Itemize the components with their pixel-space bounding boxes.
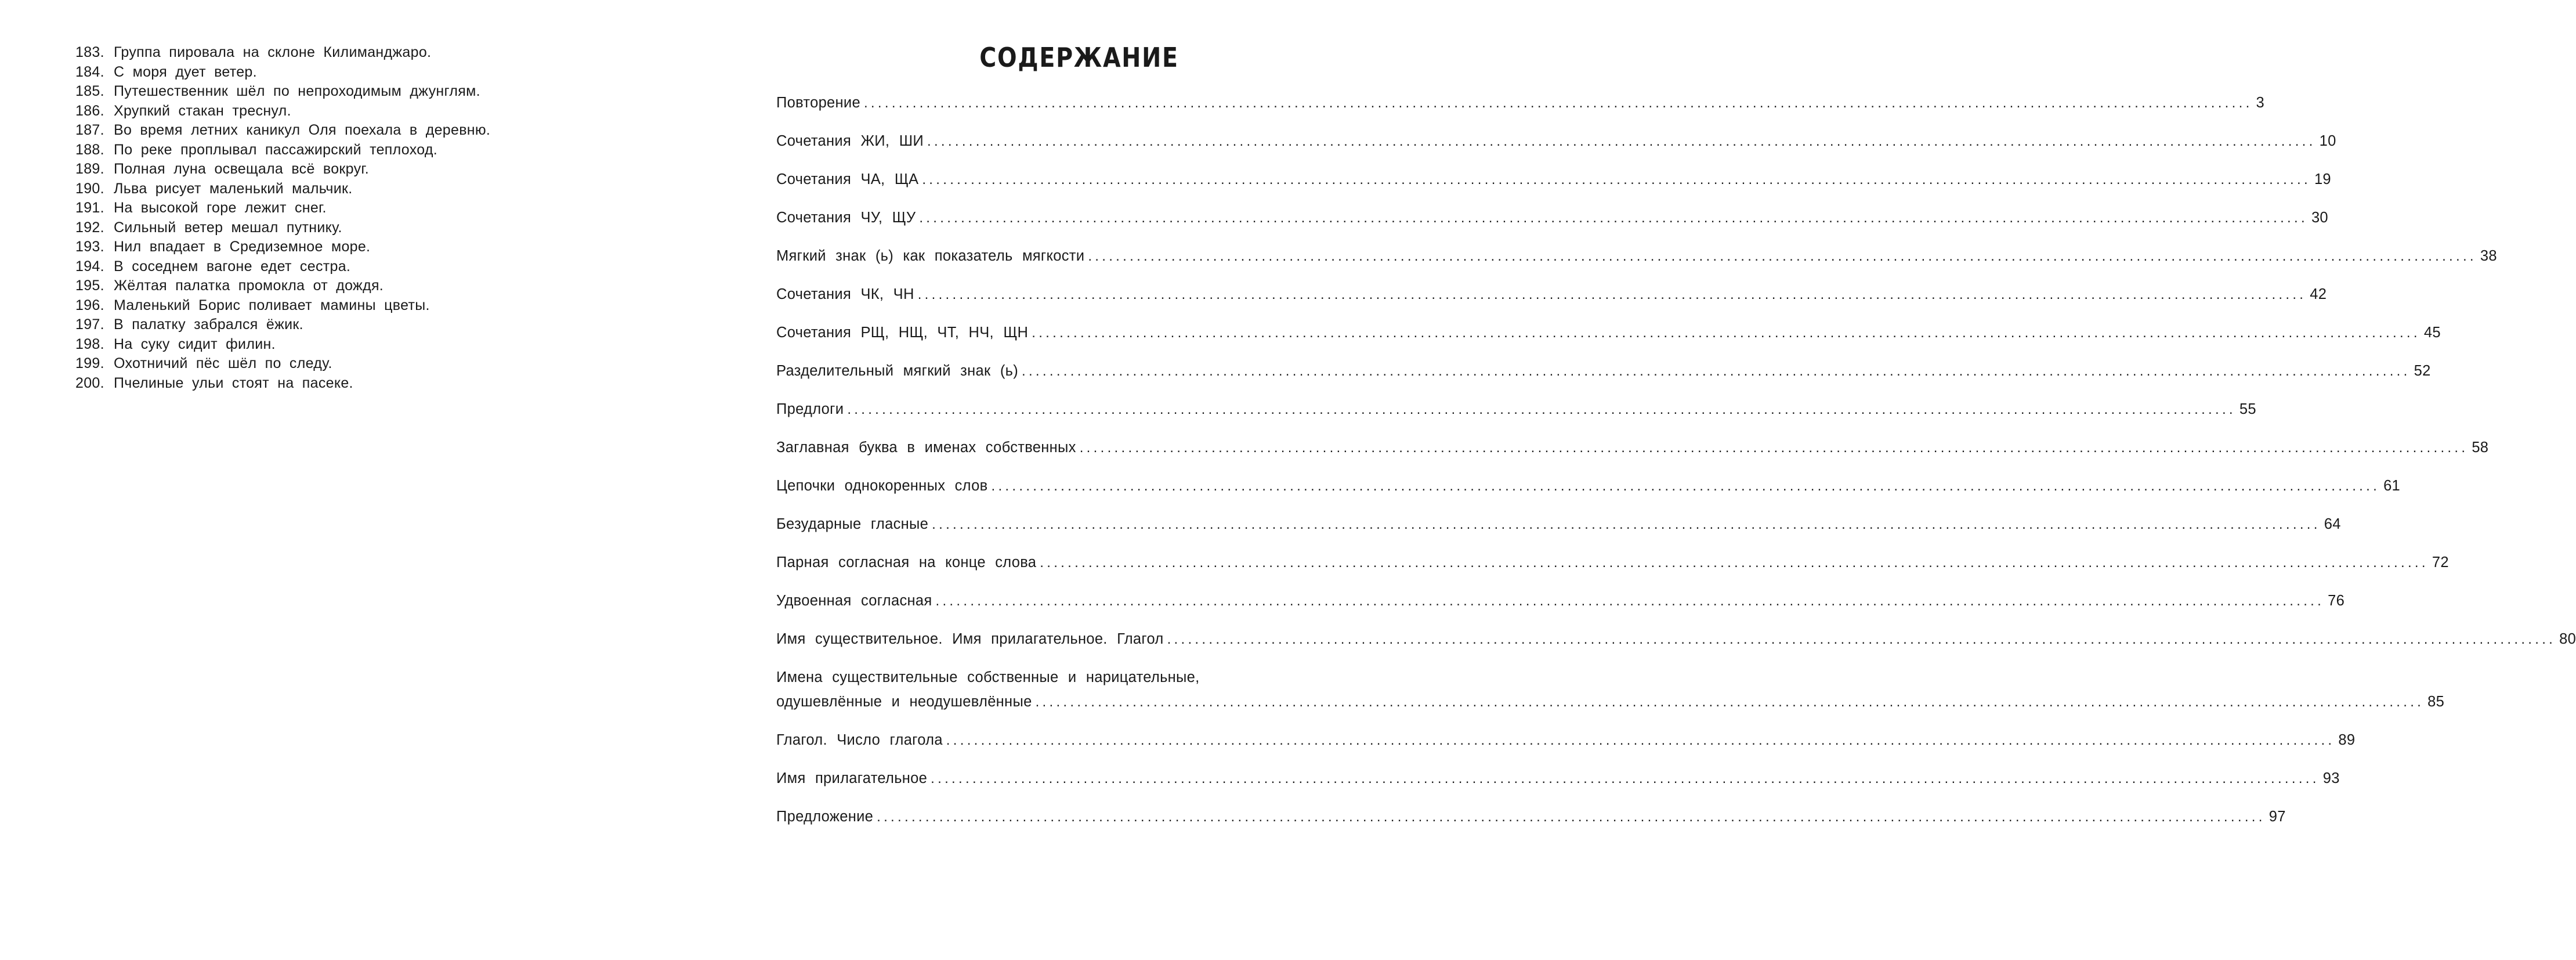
sentence-text: Во время летних каникул Оля поехала в деревню. [114, 122, 491, 138]
toc-leader-dots: ........................................................................................................................................................................................................ [1079, 440, 2469, 456]
sentence-text: На высокой горе лежит снег. [114, 200, 327, 216]
toc-page-number: 3 [2256, 95, 2265, 111]
toc-entry-label: Мягкий знак (ь) как показатель мягкости [776, 248, 1085, 264]
toc-entry [776, 804, 2286, 843]
toc-entry-label: Безударные гласные [776, 516, 929, 532]
toc-entry [776, 665, 2445, 728]
toc-entry [776, 589, 2345, 627]
toc-page-number: 93 [2322, 770, 2340, 786]
sentence-text: Группа пировала на склоне Килиманджаро. [114, 44, 432, 60]
toc-entry-label: одушевлённые и неодушевлённые [776, 694, 1032, 710]
sentence-text: Пчелиные ульи стоят на пасеке. [114, 374, 353, 391]
toc-entry [776, 129, 2336, 167]
toc-entry [776, 320, 2441, 359]
sentence-number: 183. [75, 44, 104, 60]
toc-entry [776, 512, 2341, 550]
sentence-number: 199. [75, 355, 104, 371]
toc-leader-dots: ........................................................................................................................................................................................................ [927, 133, 2316, 149]
sentence-number: 187. [75, 122, 104, 138]
sentence-item [75, 315, 490, 335]
toc-leader-dots: ........................................................................................................................................................................................................ [919, 210, 2308, 226]
toc-entry-label: Сочетания РЩ, НЩ, ЧТ, НЧ, ЩН [776, 324, 1029, 341]
toc-entry [776, 474, 2401, 512]
sentence-text: Маленький Борис поливает мамины цветы. [114, 297, 430, 313]
toc-entry-label: Предлоги [776, 401, 844, 417]
toc-entry-label: Глагол. Число глагола [776, 732, 943, 748]
sentence-item [75, 43, 490, 63]
sentence-item [75, 82, 490, 102]
toc-page-number: 52 [2414, 363, 2431, 379]
toc-entry-label: Удвоенная согласная [776, 593, 932, 609]
toc-leader-dots: ........................................................................................................................................................................................................ [917, 287, 2307, 302]
toc-page-number: 58 [2472, 439, 2489, 456]
toc-entry-label: Сочетания ЧУ, ЩУ [776, 210, 916, 226]
sentence-text: Полная луна освещала всё вокруг. [114, 161, 369, 177]
toc-leader-dots: ........................................................................................................................................................................................................ [877, 809, 2266, 825]
toc-leader-dots: ........................................................................................................................................................................................................ [863, 95, 2253, 111]
toc-leader-dots: ........................................................................................................................................................................................................ [935, 593, 2325, 609]
toc-leader-dots: ........................................................................................................................................................................................................ [1088, 248, 2477, 264]
toc-page-number: 30 [2311, 210, 2328, 226]
toc-leader-dots: ........................................................................................................................................................................................................ [931, 771, 2320, 786]
sentence-item [75, 199, 490, 218]
sentence-number: 200. [75, 374, 104, 391]
toc-leader-dots: ........................................................................................................................................................................................................ [847, 402, 2236, 417]
toc-leader-dots: ........................................................................................................................................................................................................ [1167, 631, 2556, 647]
sentence-number: 195. [75, 277, 104, 294]
sentence-text: Сильный ветер мешал путнику. [114, 219, 342, 236]
sentence-text: Льва рисует маленький мальчик. [114, 180, 353, 197]
sentence-text: Охотничий пёс шёл по следу. [114, 355, 332, 371]
sentence-number: 198. [75, 335, 104, 352]
toc-entry [776, 359, 2431, 397]
toc-page-number: 72 [2432, 554, 2449, 571]
toc-entry-label: Заглавная буква в именах собственных [776, 439, 1076, 456]
toc-entry-label: Предложение [776, 809, 874, 825]
toc-entry [776, 550, 2449, 589]
toc-page-number: 85 [2427, 694, 2445, 710]
toc-page-number: 38 [2480, 248, 2497, 264]
toc-leader-dots: ........................................................................................................................................................................................................ [932, 517, 2321, 532]
sentence-number: 194. [75, 258, 104, 275]
sentence-item [75, 257, 490, 277]
sentence-number: 184. [75, 63, 104, 80]
toc-page-number: 42 [2310, 286, 2327, 302]
sentence-text: Нил впадает в Средиземное море. [114, 239, 371, 255]
toc-entry [776, 167, 2331, 205]
toc-entry [776, 91, 2265, 129]
toc-leader-dots: ........................................................................................................................................................................................................ [1022, 363, 2411, 379]
sentence-item [75, 160, 490, 179]
sentence-number: 189. [75, 161, 104, 177]
sentence-item [75, 218, 490, 238]
toc-entry-label: Парная согласная на конце слова [776, 554, 1037, 571]
toc-page-number: 10 [2319, 133, 2336, 149]
toc-entry [776, 244, 2497, 282]
sentence-item [75, 335, 490, 355]
sentence-text: С моря дует ветер. [114, 63, 257, 80]
toc-entry [776, 435, 2489, 474]
sentence-text: В палатку забрался ёжик. [114, 316, 303, 333]
sentence-text: Хрупкий стакан треснул. [114, 102, 291, 119]
toc-entry-label: Разделительный мягкий знак (ь) [776, 363, 1018, 379]
sentence-text: Путешественник шёл по непроходимым джунглям. [114, 83, 480, 99]
toc-entry-label: Имя существительное. Имя прилагательное. Глагол [776, 631, 1164, 647]
toc-page-number: 45 [2423, 324, 2441, 341]
sentence-text: В соседнем вагоне едет сестра. [114, 258, 351, 275]
sentence-number: 197. [75, 316, 104, 333]
toc-entry-label: Сочетания ЧА, ЩА [776, 171, 919, 187]
sentence-number: 193. [75, 239, 104, 255]
toc-entry [776, 766, 2340, 804]
toc-entry-label: Имя прилагательное [776, 770, 928, 786]
right-page [719, 0, 2576, 960]
sentence-list [75, 43, 490, 393]
left-page [0, 0, 719, 960]
toc-leader-dots: ........................................................................................................................................................................................................ [1040, 555, 2429, 571]
sentence-item [75, 140, 490, 160]
toc-page-number: 64 [2324, 516, 2341, 532]
sentence-number: 188. [75, 141, 104, 158]
sentence-item [75, 102, 490, 121]
sentence-item [75, 63, 490, 82]
toc-entry-label: Сочетания ЧК, ЧН [776, 286, 914, 302]
sentence-text: На суку сидит филин. [114, 335, 276, 352]
sentence-number: 191. [75, 200, 104, 216]
sentence-item [75, 354, 490, 374]
sentence-item [75, 296, 490, 316]
sentence-number: 192. [75, 219, 104, 236]
sentence-item [75, 374, 490, 394]
sentence-item [75, 237, 490, 257]
toc-leader-dots: ........................................................................................................................................................................................................ [1032, 325, 2421, 341]
toc-page-number: 97 [2269, 809, 2286, 825]
toc-page-number: 19 [2314, 171, 2331, 187]
sentence-text: По реке проплывал пассажирский теплоход. [114, 141, 438, 158]
toc-page-number: 89 [2338, 732, 2356, 748]
toc-entry [776, 282, 2327, 320]
sentence-number: 186. [75, 102, 104, 119]
toc-page-number: 76 [2328, 593, 2345, 609]
toc-entry-label-first-line: Имена существительные собственные и нарицательные, [776, 669, 1200, 685]
sentence-item [75, 179, 490, 199]
toc-page-number: 80 [2559, 631, 2576, 647]
sentence-number: 190. [75, 180, 104, 197]
toc-leader-dots: ........................................................................................................................................................................................................ [1035, 694, 2425, 710]
sentence-number: 196. [75, 297, 104, 313]
toc-page-number: 55 [2239, 401, 2256, 417]
toc-entry [776, 728, 2356, 766]
toc-title: СОДЕРЖАНИЕ [979, 42, 1179, 73]
toc-entry-label: Цепочки однокоренных слов [776, 478, 988, 494]
toc-entry [776, 397, 2256, 435]
toc-leader-dots: ........................................................................................................................................................................................................ [991, 478, 2380, 494]
sentence-item [75, 276, 490, 296]
toc-entry [776, 205, 2328, 244]
sentence-item [75, 121, 490, 140]
toc-entry-label: Сочетания ЖИ, ШИ [776, 133, 924, 149]
toc-page-number: 61 [2383, 478, 2401, 494]
toc-leader-dots: ........................................................................................................................................................................................................ [946, 732, 2335, 748]
sentence-number: 185. [75, 83, 104, 99]
toc-entry [776, 627, 2576, 665]
toc-entry-label: Повторение [776, 95, 860, 111]
toc-leader-dots: ........................................................................................................................................................................................................ [922, 172, 2311, 187]
table-of-contents [776, 91, 2576, 843]
sentence-text: Жёлтая палатка промокла от дождя. [114, 277, 384, 294]
